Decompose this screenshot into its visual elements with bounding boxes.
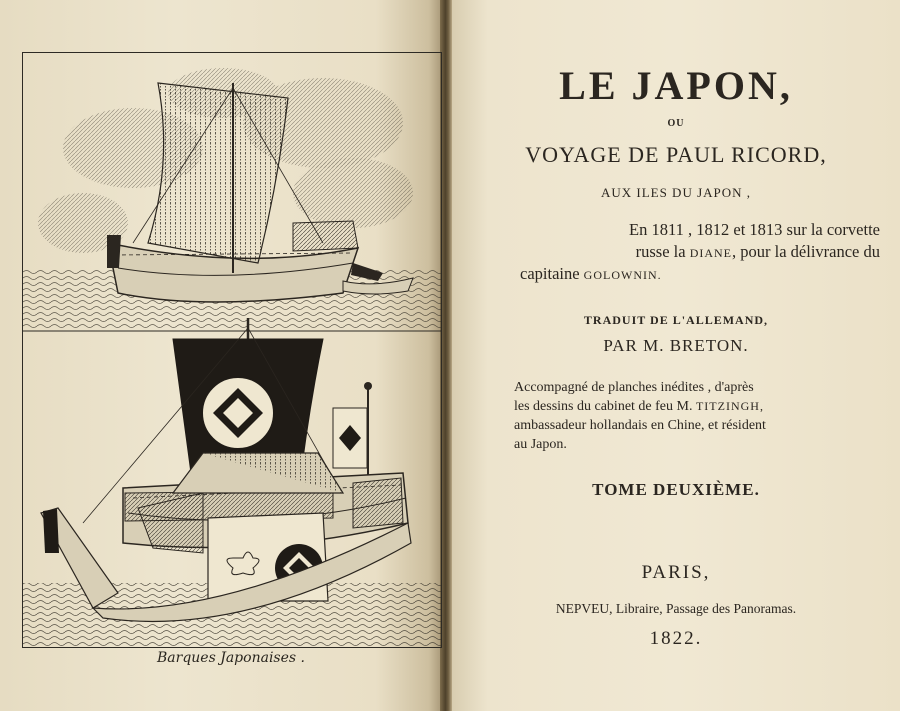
publication-year: 1822. — [649, 628, 703, 649]
lower-junk — [41, 318, 411, 621]
captain-name: GOLOWNIN. — [583, 268, 662, 282]
title-page — [452, 0, 900, 711]
plate-caption: Barques Japonaises . — [157, 650, 305, 666]
title-ou: OU — [667, 118, 685, 129]
translated-from: TRADUIT DE L'ALLEMAND, — [583, 313, 769, 327]
publication-city: PARIS, — [641, 562, 711, 583]
engraving-plate — [22, 52, 442, 648]
accompanied-line-1: Accompagné de planches inédites , d'après — [514, 380, 754, 395]
description-line-1: En 1811 , 1812 et 1813 sur la corvette — [629, 220, 880, 239]
description-line-2 — [510, 241, 880, 264]
accompanied-line-4: au Japon. — [514, 437, 567, 452]
accompanied-line-2 — [514, 397, 889, 416]
subtitle: VOYAGE DE PAUL RICORD, — [525, 142, 827, 167]
main-title: LE JAPON, — [559, 63, 793, 108]
desc-line2-suffix: , pour la délivrance du — [732, 242, 880, 261]
volume-label: TOME DEUXIÈME. — [592, 480, 760, 499]
accompanied-line-3: ambassadeur hollandais en Chine, et résident — [514, 418, 766, 433]
publisher: NEPVEU, Libraire, Passage des Panoramas. — [555, 601, 797, 616]
ship-name: DIANE — [689, 246, 733, 260]
desc-line3-prefix: capitaine — [520, 264, 584, 283]
description-line-3 — [520, 263, 890, 286]
subtitle-iles: AUX ILES DU JAPON , — [600, 185, 752, 200]
engraving-illustration — [23, 53, 441, 647]
titzingh-name: TITZINGH, — [695, 399, 764, 413]
acc-line2-prefix: les dessins du cabinet de feu M. — [514, 399, 696, 414]
translator: PAR M. BRETON. — [603, 336, 749, 355]
desc-line2-prefix: russe la — [635, 242, 690, 261]
